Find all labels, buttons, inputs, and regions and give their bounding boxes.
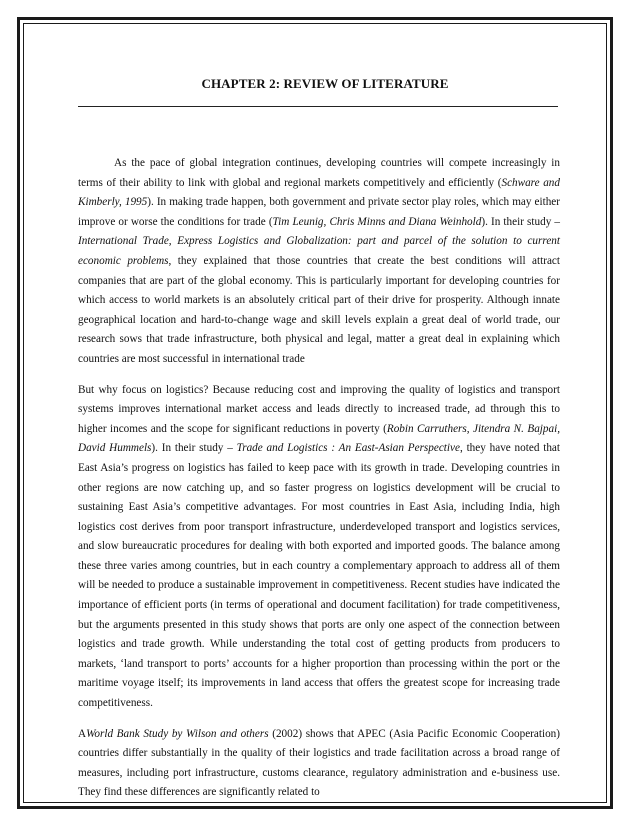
para-2-run-4: , they have noted that East Asia’s progress on logistics has failed to keep pace with its growth in trade. Developing countries in other regions are now catching up, and so faster progress on logistics development will be crucial to sustaining East Asia’s competitive advantages. For most countries in East Asia, including India, high logistics cost derives from poor transport infrastructure, underdeveloped transport and logistics services, and slow bureaucratic procedures for dealing with both exported and imported goods. The balance among these three varies among countries, but in each country a complementary approach to address all of them will be needed to produce a sustainable improvement in competitiveness. Recent studies have indicated the importance of efficient ports (in terms of operational and document facilitation) for trade competitiveness, but the arguments presented in this study shows that ports are only one aspect of the connection between logistics and trade growth. While understanding the total cost of getting products from producers to markets, ‘land transport to ports’ accounts for a higher proportion than processing within the port or the maritime voyage itself; its improvements in land access that offers the greatest scope for increasing trade competitiveness. bbox=[78, 442, 560, 710]
para-3-run-0: A bbox=[78, 727, 87, 740]
para-1-run-2: ). In making trade happen, both government and private sector play roles, which may either improve or worse the conditions for trade ( bbox=[78, 196, 560, 228]
citation-carruthers-bajpai-hummels: Robin Carruthers, Jitendra N. Bajpai, David Hummels bbox=[78, 422, 560, 455]
citation-world-bank-wilson: World Bank Study by Wilson and others bbox=[86, 727, 269, 740]
para-2-run-0: But why focus on logistics? Because reducing cost and improving the quality of logistics and transport systems improves international market access and leads directly to increased trade, ad through this to higher incomes and the scope for significant reductions in poverty ( bbox=[78, 383, 560, 435]
para-1-run-0: As the pace of global integration continues, developing countries will compete increasingly in terms of their ability to link with global and regional markets competitively and efficiently ( bbox=[78, 157, 560, 189]
study-title-trade-and-logistics: Trade and Logistics : An East-Asian Perspective bbox=[236, 442, 460, 455]
para-1-run-6: , they explained that those countries that create the best conditions will attract companies that are part of the global economy. This is particularly important for developing countries for which access to world markets is an absolutely critical part of their drive for prosperity. Although innate geographical location and hard-to-change wage and skill levels explain a great deal of world trade, our research sows that trade infrastructure, both physical and legal, matter a great deal in explaining which countries are most successful in international trade bbox=[78, 254, 560, 365]
para-1-run-4: ). In their study – bbox=[481, 215, 561, 228]
para-2-run-2: ). In their study – bbox=[151, 442, 237, 455]
paragraph-3 bbox=[78, 725, 560, 803]
title-underline-rule bbox=[78, 106, 558, 107]
paragraph-2 bbox=[78, 381, 560, 714]
paragraph-1 bbox=[78, 154, 560, 370]
citation-schware-kimberly: Schware and Kimberly, 1995 bbox=[78, 176, 560, 209]
citation-leunig-minns-weinhold: Tim Leunig, Chris Minns and Diana Weinhold bbox=[272, 215, 482, 228]
chapter-title: CHAPTER 2: REVIEW OF LITERATURE bbox=[201, 76, 449, 91]
page-content bbox=[78, 76, 560, 803]
para-3-run-2: (2002) shows that APEC (Asia Pacific Economic Cooperation) countries differ substantially in the quality of their logistics and trade facilitation across a broad range of measures, including port infrastructure, customs clearance, regulatory administration and e-business use. They find these differences are significantly related to bbox=[78, 727, 561, 799]
study-title-international-trade: International Trade, Express Logistics and Globalization: part and parcel of the solution to current economic problems bbox=[78, 235, 560, 267]
